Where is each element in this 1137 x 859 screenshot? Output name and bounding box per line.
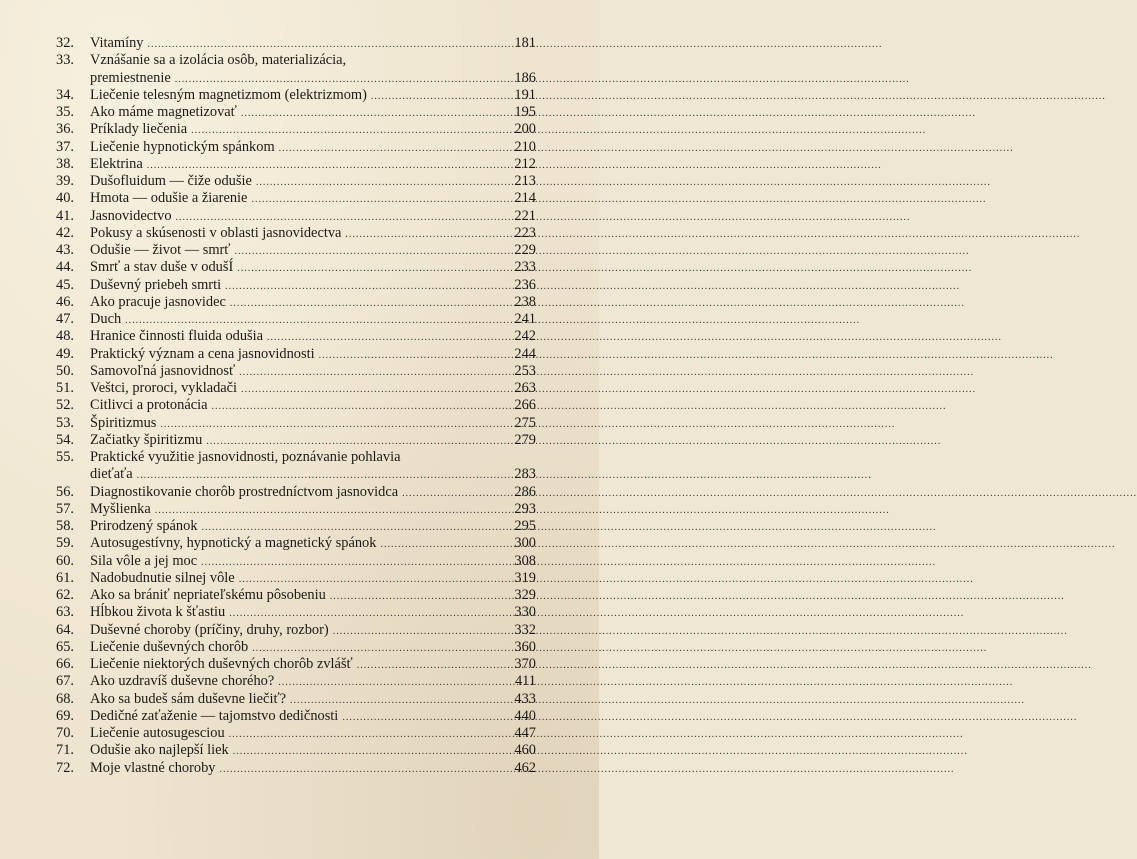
toc-entry-number: 39. <box>56 173 74 189</box>
toc-entry-number: 54. <box>56 431 74 448</box>
toc-entry-title: Hĺbkou života k šťastiu <box>90 604 226 621</box>
toc-entry <box>56 294 536 311</box>
toc-entry-page: 236 <box>514 276 536 293</box>
toc-entry-title: Ako sa budeš sám duševne liečiť? <box>90 690 286 707</box>
toc-entry <box>56 553 536 570</box>
toc-entry <box>56 225 536 242</box>
dot-leader <box>278 678 506 688</box>
toc-entry-title: Odušie — život — smrť <box>90 242 231 258</box>
toc-entry-page: 330 <box>514 604 536 621</box>
toc-entry-number: 51. <box>56 380 74 396</box>
toc-entry-page: 319 <box>514 569 536 586</box>
dot-leader <box>371 92 506 102</box>
toc-entry <box>56 208 536 225</box>
dot-leader <box>267 333 506 343</box>
toc-entry-title: Odušie ako najlepší liek <box>90 742 229 759</box>
toc-entry-title: Liečenie autosugesciou <box>90 725 225 741</box>
toc-entry-page: 253 <box>514 362 536 379</box>
toc-entry-number: 67. <box>56 673 74 690</box>
dot-leader <box>237 264 506 274</box>
toc-entry-page: 244 <box>514 345 536 362</box>
toc-entry <box>56 173 536 190</box>
toc-entry <box>56 242 536 259</box>
dot-leader <box>234 247 506 257</box>
toc-entry <box>56 311 536 328</box>
toc-entry <box>56 432 536 449</box>
toc-entry-title: Hmota — odušie a žiarenie <box>90 190 248 207</box>
toc-entry-title: Ako sa brániť nepriateľskému pôsobeniu <box>90 587 326 603</box>
toc-entry-title: Elektrina <box>90 155 143 172</box>
toc-entry-number: 46. <box>56 293 74 310</box>
dot-leader <box>229 609 506 619</box>
dot-leader <box>160 420 506 430</box>
dot-leader <box>345 230 506 240</box>
toc-entry-page: 266 <box>514 397 536 414</box>
toc-entry <box>56 328 536 345</box>
toc-entry-number: 41. <box>56 207 74 224</box>
dot-leader <box>290 696 506 706</box>
toc-entry-title: Nadobudnutie silnej vôle <box>90 569 235 586</box>
toc-entry <box>56 484 536 501</box>
dot-leader <box>229 730 506 740</box>
toc-entry <box>56 277 536 294</box>
dot-leader <box>402 489 506 499</box>
toc-entry-number: 68. <box>56 690 74 707</box>
toc-entry-page: 440 <box>514 707 536 724</box>
toc-entry-page: 223 <box>514 224 536 241</box>
toc-entry <box>56 52 536 87</box>
toc-entry <box>56 708 536 725</box>
toc-entry-title: Praktické využitie jasnovidnosti, poznávanie pohlavia <box>90 449 401 465</box>
toc-entry-page: 295 <box>514 518 536 534</box>
toc-entry-page: 300 <box>514 535 536 552</box>
toc-entry <box>56 760 536 777</box>
toc-entry-page: 332 <box>514 621 536 638</box>
toc-entry-title: Duševný priebeh smrti <box>90 276 222 293</box>
toc-entry-number: 58. <box>56 518 74 534</box>
toc-entry <box>56 139 536 156</box>
toc-entry <box>56 121 536 138</box>
toc-entry-title: Liečenie hypnotickým spánkom <box>90 138 275 155</box>
toc-entry <box>56 587 536 604</box>
dot-leader <box>380 540 506 550</box>
toc-entry <box>56 656 536 673</box>
toc-entry-title: Samovoľná jasnovidnosť <box>90 362 236 379</box>
dot-leader <box>137 471 506 481</box>
toc-entry-page: 263 <box>514 380 536 396</box>
toc-entry-page: 186 <box>514 69 536 86</box>
dot-leader <box>333 627 506 637</box>
toc-entry <box>56 691 536 708</box>
toc-entry <box>56 415 536 432</box>
toc-entry-number: 64. <box>56 621 74 638</box>
toc-entry-title: Jasnovidectvo <box>90 207 172 224</box>
dot-leader <box>233 747 506 757</box>
toc-entry-title: Ako uzdravíš duševne chorého? <box>90 673 275 690</box>
toc-entry-title: Vitamíny <box>90 35 144 51</box>
toc-entry-title: Liečenie telesným magnetizmom (elektrizmom) <box>90 86 367 103</box>
dot-leader <box>252 644 506 654</box>
toc-entry-number: 66. <box>56 656 74 672</box>
toc-entry-number: 42. <box>56 224 74 241</box>
dot-leader <box>225 282 506 292</box>
toc-entry-title: Myšlienka <box>90 500 151 517</box>
toc-entry-title: Liečenie duševných chorôb <box>90 638 249 655</box>
dot-leader <box>155 506 506 516</box>
toc-entry-page: 213 <box>514 173 536 189</box>
toc-entry-title: Príklady liečenia <box>90 121 188 138</box>
toc-entry-number: 63. <box>56 604 74 621</box>
toc-entry-title: Pokusy a skúsenosti v oblasti jasnovidectva <box>90 224 342 241</box>
toc-entry-page: 283 <box>514 466 536 483</box>
dot-leader <box>212 402 507 412</box>
toc-entry-page: 286 <box>514 483 536 500</box>
toc-entry <box>56 535 536 552</box>
toc-entry-page: 195 <box>514 104 536 120</box>
toc-entry-title: Diagnostikovanie chorôb prostredníctvom jasnovidca <box>90 483 399 500</box>
toc-entry-title: Liečenie niektorých duševných chorôb zvlášť <box>90 656 353 672</box>
toc-entry-page: 181 <box>514 35 536 51</box>
table-of-contents <box>56 35 536 777</box>
toc-entry <box>56 363 536 380</box>
toc-entry-page: 214 <box>514 190 536 207</box>
dot-leader <box>206 437 506 447</box>
dot-leader <box>230 299 506 309</box>
toc-entry <box>56 190 536 207</box>
toc-entry <box>56 604 536 621</box>
toc-entry <box>56 673 536 690</box>
toc-entry-title: Citlivci a protonácia <box>90 397 208 414</box>
toc-entry <box>56 639 536 656</box>
toc-entry-number: 32. <box>56 35 74 51</box>
dot-leader <box>241 109 506 119</box>
toc-entry-page: 229 <box>514 242 536 258</box>
toc-entry-number: 36. <box>56 121 74 138</box>
toc-entry-number: 57. <box>56 500 74 517</box>
toc-entry-title: Duch <box>90 311 122 327</box>
dot-leader <box>279 144 506 154</box>
toc-entry-number: 56. <box>56 483 74 500</box>
toc-entry <box>56 380 536 397</box>
toc-entry-title: Duševné choroby (príčiny, druhy, rozbor) <box>90 621 329 638</box>
toc-entry-page: 191 <box>514 86 536 103</box>
toc-entry-title: Autosugestívny, hypnotický a magnetický spánok <box>90 535 377 552</box>
toc-entry-page: 308 <box>514 552 536 569</box>
toc-entry-number: 60. <box>56 552 74 569</box>
toc-entry-number: 50. <box>56 362 74 379</box>
toc-entry-title: Hranice činnosti fluida odušia <box>90 328 264 345</box>
toc-entry-number: 47. <box>56 311 74 327</box>
toc-entry <box>56 259 536 276</box>
toc-entry <box>56 742 536 759</box>
toc-entry-page: 233 <box>514 259 536 276</box>
toc-entry-number: 52. <box>56 397 74 414</box>
toc-entry-title: Moje vlastné choroby <box>90 759 216 776</box>
toc-entry-title: Smrť a stav duše v odušÍ <box>90 259 234 276</box>
toc-entry-number: 61. <box>56 569 74 586</box>
toc-entry-number: 65. <box>56 638 74 655</box>
toc-entry-page: 238 <box>514 293 536 310</box>
toc-entry-number: 40. <box>56 190 74 207</box>
toc-entry-number: 35. <box>56 104 74 120</box>
toc-entry-title: Ako pracuje jasnovidec <box>90 293 226 310</box>
toc-entry-number: 53. <box>56 414 74 431</box>
dot-leader <box>148 40 507 50</box>
toc-entry-number: 34. <box>56 86 74 103</box>
toc-entry-page: 210 <box>514 138 536 155</box>
dot-leader <box>220 765 507 775</box>
toc-entry <box>56 346 536 363</box>
toc-entry-title: Prirodzený spánok <box>90 518 198 534</box>
toc-entry-page: 462 <box>514 759 536 776</box>
toc-entry-page: 221 <box>514 207 536 224</box>
toc-entry <box>56 622 536 639</box>
toc-entry <box>56 156 536 173</box>
toc-entry-title: Praktický význam a cena jasnovidnosti <box>90 345 315 362</box>
dot-leader <box>175 75 506 85</box>
toc-entry-number: 44. <box>56 259 74 276</box>
toc-entry-title: Dušofluidum — čiže odušie <box>90 173 252 189</box>
toc-entry-page: 279 <box>514 431 536 448</box>
toc-entry-title: Špiritizmus <box>90 414 157 431</box>
dot-leader <box>256 178 506 188</box>
toc-entry-page: 212 <box>514 155 536 172</box>
toc-entry-page: 293 <box>514 500 536 517</box>
dot-leader <box>201 558 506 568</box>
toc-entry-page: 433 <box>514 690 536 707</box>
toc-entry-page: 411 <box>514 673 536 690</box>
dot-leader <box>251 195 506 205</box>
dot-leader <box>239 575 506 585</box>
toc-entry-number: 71. <box>56 742 74 759</box>
toc-entry <box>56 87 536 104</box>
toc-entry <box>56 449 536 484</box>
toc-entry <box>56 518 536 535</box>
toc-entry <box>56 397 536 414</box>
toc-entry <box>56 725 536 742</box>
toc-entry-title: Dedičné zaťaženie — tajomstvo dedičnosti <box>90 707 339 724</box>
toc-entry-number: 45. <box>56 276 74 293</box>
toc-entry-page: 275 <box>514 414 536 431</box>
toc-entry-number: 37. <box>56 138 74 155</box>
toc-entry-number: 49. <box>56 345 74 362</box>
toc-entry-page: 460 <box>514 742 536 759</box>
toc-entry-page: 370 <box>514 656 536 672</box>
toc-entry-page: 242 <box>514 328 536 345</box>
toc-entry <box>56 570 536 587</box>
dot-leader <box>125 316 506 326</box>
toc-entry-page: 241 <box>514 311 536 327</box>
toc-entry-number: 72. <box>56 759 74 776</box>
toc-entry-title: Sila vôle a jej moc <box>90 552 198 569</box>
dot-leader <box>330 592 506 602</box>
dot-leader <box>241 385 506 395</box>
toc-entry-number: 55. <box>56 449 74 465</box>
toc-entry <box>56 104 536 121</box>
toc-entry-title-continued: premiestnenie <box>90 69 171 86</box>
dot-leader <box>147 161 506 171</box>
dot-leader <box>202 523 506 533</box>
toc-entry-page: 329 <box>514 587 536 603</box>
dot-leader <box>319 351 506 361</box>
toc-entry-title: Začiatky špiritizmu <box>90 431 203 448</box>
toc-entry-title: Veštci, proroci, vykladači <box>90 380 238 396</box>
toc-entry-number: 70. <box>56 725 74 741</box>
toc-entry <box>56 35 536 52</box>
toc-entry-title-continued: dieťaťa <box>90 466 133 483</box>
dot-leader <box>191 126 506 136</box>
toc-entry-title: Ako máme magnetizovať <box>90 104 237 120</box>
dot-leader <box>357 661 506 671</box>
dot-leader <box>176 213 506 223</box>
toc-entry-number: 48. <box>56 328 74 345</box>
toc-entry-page: 447 <box>514 725 536 741</box>
toc-entry-number: 43. <box>56 242 74 258</box>
toc-entry-number: 59. <box>56 535 74 552</box>
toc-entry-page: 200 <box>514 121 536 138</box>
toc-entry-page: 360 <box>514 638 536 655</box>
toc-entry-number: 33. <box>56 52 74 69</box>
dot-leader <box>239 368 506 378</box>
dot-leader <box>342 713 506 723</box>
toc-entry-number: 38. <box>56 155 74 172</box>
toc-entry-number: 69. <box>56 707 74 724</box>
toc-entry <box>56 501 536 518</box>
toc-entry-number: 62. <box>56 587 74 603</box>
toc-entry-title: Vznášanie sa a izolácia osôb, materializácia, <box>90 52 347 69</box>
